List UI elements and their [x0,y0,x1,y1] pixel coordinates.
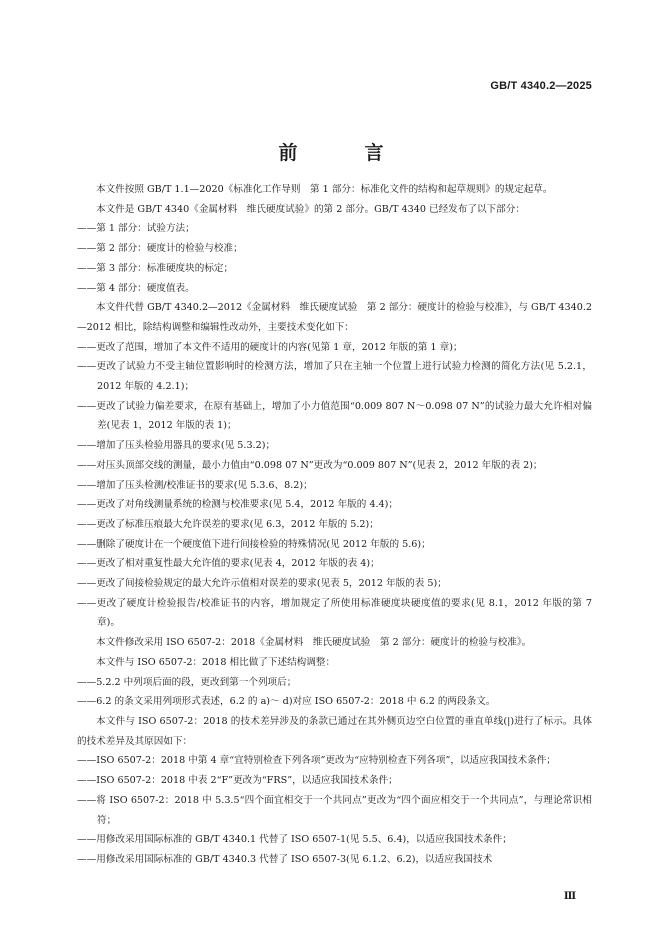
list-item: ——更改了试验力不受主轴位置影响时的检测方法，增加了只在主轴一个位置上进行试验力检测的简化方法(见 5.2.1，2012 年版的 4.2.1)； [77,361,592,393]
list-item: ——更改了相对重复性最大允许值的要求(见表 4，2012 年版的表 4)； [77,558,380,570]
list-item: ——将 ISO 6507-2：2018 中 5.3.5“四个面宜相交于一个共同点”更改为“四个面应相交于一个共同点”，与理论常识相符； [77,794,592,826]
list-item: ——5.2.2 中列项后面的段，更改到第一个列项后； [77,676,297,688]
list-item: ——对压头顶部交线的测量，最小力值由“0.098 07 N”更改为“0.009 807 N”(见表 2，2012 年版的表 2)； [77,459,543,471]
list-item: ——更改了范围，增加了本文件不适用的硬度计的内容(见第 1 章，2012 年版的第 1 章)； [77,341,463,353]
list-item: ——增加了压头检验用器具的要求(见 5.3.2)； [77,440,276,452]
standard-code: GB/T 4340.2—2025 [490,80,592,92]
list-item: ——用修改采用国际标准的 GB/T 4340.1 代替了 ISO 6507-1(见 5.5、6.4)，以适应我国技术条件； [77,834,512,846]
list-item: ——更改了间接检验规定的最大允许示值相对误差的要求(见表 5，2012 年版的表 5)； [77,578,447,590]
list-item: ——ISO 6507-2：2018 中第 4 章“宜特别检查下列各项”更改为“应特别检查下列各项”，以适应我国技术条件； [77,755,556,767]
page-number: Ⅲ [563,891,576,902]
list-item: ——第 1 部分：试验方法； [77,223,195,235]
foreword-body [77,180,592,870]
list-item: ——第 2 部分：硬度计的检验与校准； [77,243,243,255]
list-item: ——更改了标准压痕最大允许误差的要求(见 6.3，2012 年版的 5.2)； [77,518,379,530]
list-item: ——删除了硬度计在一个硬度值下进行间接检验的特殊情况(见 2012 年版的 5.6)； [77,538,431,550]
paragraph: 本文件是 GB/T 4340《金属材料 维氏硬度试验》的第 2 部分。GB/T 4340 已经发布了以下部分： [96,203,525,215]
paragraph: 本文件与 ISO 6507-2：2018 的技术差异涉及的条款已通过在其外侧页边空白位置的垂直单线(|)进行了标示。具体的技术差异及其原因如下： [77,715,592,747]
list-item: ——更改了对角线测量系统的检测与校准要求(见 5.4，2012 年版的 4.4)； [77,499,399,511]
list-item: ——增加了压头检测/校准证书的要求(见 5.3.6、8.2)； [77,479,313,491]
page-title: 前 言 [278,142,408,164]
list-item: ——ISO 6507-2：2018 中表 2“F”更改为“FRS”，以适应我国技术条件； [77,775,398,787]
paragraph: 本文件修改采用 ISO 6507-2：2018《金属材料 维氏硬度试验 第 2 部分：硬度计的检验与校准》。 [96,637,532,649]
list-item: ——更改了硬度计检验报告/校准证书的内容，增加规定了所使用标准硬度块硬度值的要求(见 8.1，2012 年版的第 7 章)。 [77,597,592,629]
list-item: ——第 4 部分：硬度值表。 [77,282,195,294]
paragraph: 本文件按照 GB/T 1.1—2020《标准化工作导则 第 1 部分：标准化文件的结构和起草规则》的规定起草。 [96,184,553,195]
list-item: ——更改了试验力偏差要求，在原有基础上，增加了小力值范围“0.009 807 N～0.098 07 N”的试验力最大允许相对偏差(见表 1，2012 年版的表 1)； [77,400,592,432]
list-item: ——第 3 部分：标准硬度块的标定； [77,262,234,274]
paragraph: 本文件代替 GB/T 4340.2—2012《金属材料 维氏硬度试验 第 2 部分：硬度计的检验与校准》，与 GB/T 4340.2—2012 相比，除结构调整和编辑性改动外，主要技术变化如下： [77,302,592,333]
paragraph: 本文件与 ISO 6507-2：2018 相比做了下述结构调整： [96,656,336,668]
list-item: ——用修改采用国际标准的 GB/T 4340.3 代替了 ISO 6507-3(见 6.1.2、6.2)，以适应我国技术 [77,853,493,865]
list-item: ——6.2 的条文采用列项形式表述，6.2 的 a)～ d)对应 ISO 6507-2：2018 中 6.2 的两段条文。 [77,696,496,708]
